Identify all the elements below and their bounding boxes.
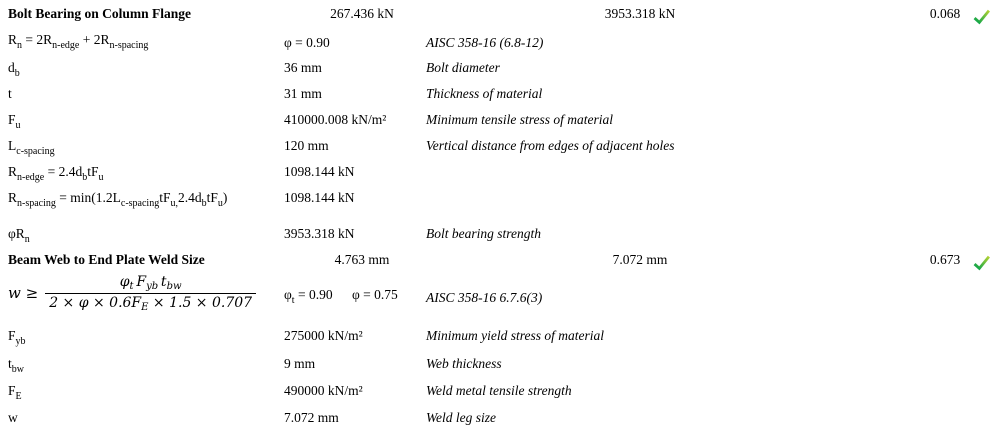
param-symbol: $F_{yb}$ [8, 328, 26, 347]
param-description: Weld metal tensile strength [426, 383, 572, 398]
param-row [0, 138, 1003, 164]
param-row [0, 356, 1003, 382]
param-symbol: $R_{n-spacing} = \min(1.2L_{c-spacing}tF_{u,}2.4d_btF_u)$ [8, 190, 228, 209]
formula-row [0, 274, 1003, 322]
ratio-value: 0.068 [929, 6, 961, 21]
param-description: Minimum tensile stress of material [426, 112, 613, 127]
formula-label: $R_n = 2R_{n-edge} + 2R_{n-spacing}$ [8, 32, 149, 51]
param-symbol: $L_{c-spacing}$ [8, 138, 55, 157]
code-reference: AISC 358-16 6.7.6(3) [426, 290, 543, 305]
param-symbol: $\varphi R_n$ [8, 226, 30, 245]
formula-denominator: $2 \times \varphi \times 0.6F_E \times 1.5 \times 0.707$ [45, 293, 256, 313]
param-description: Bolt diameter [426, 60, 500, 75]
param-description: Web thickness [426, 356, 502, 371]
formula-lhs: w ≥ [8, 283, 39, 302]
param-value: 31 mm [284, 86, 322, 101]
section-header-row [0, 6, 1003, 32]
param-value: 1098.144 kN [284, 190, 355, 205]
param-value: 1098.144 kN [284, 164, 355, 179]
param-row [0, 328, 1003, 354]
formula-fraction [45, 274, 256, 312]
param-value: 7.072 mm [284, 410, 339, 425]
param-symbol: w [8, 410, 18, 425]
param-description: Vertical distance from edges of adjacent holes [426, 138, 675, 153]
param-value: 36 mm [284, 60, 322, 75]
check-icon [973, 9, 991, 25]
param-row [0, 383, 1003, 409]
param-symbol: $F_u$ [8, 112, 21, 131]
check-icon [973, 255, 991, 271]
param-row [0, 226, 1003, 252]
param-symbol: $t_{bw}$ [8, 356, 24, 375]
param-description: Minimum yield stress of material [426, 328, 604, 343]
param-value: 3953.318 kN [284, 226, 355, 241]
param-description: Thickness of material [426, 86, 543, 101]
formula-row [0, 32, 1003, 58]
capacity-value: 7.072 mm [612, 252, 668, 267]
param-value: 120 mm [284, 138, 329, 153]
demand-value: 4.763 mm [334, 252, 390, 267]
code-reference: AISC 358-16 (6.8-12) [426, 35, 544, 50]
param-value: 275000 kN/m² [284, 328, 363, 343]
param-row [0, 190, 1003, 216]
phi-factor: φ = 0.90 [284, 35, 330, 50]
param-symbol: t [8, 86, 12, 101]
formula-label [8, 274, 256, 312]
param-value: 490000 kN/m² [284, 383, 363, 398]
param-row [0, 164, 1003, 190]
param-row [0, 410, 1003, 431]
param-value: 410000.008 kN/m² [284, 112, 387, 127]
param-row [0, 112, 1003, 138]
formula-numerator: $\varphi_t$ $F_{yb}$ $t_{bw}$ [119, 274, 182, 292]
param-symbol: $F_E$ [8, 383, 22, 402]
section-title: Bolt Bearing on Column Flange [8, 6, 192, 21]
capacity-value: 3953.318 kN [604, 6, 676, 21]
param-row [0, 86, 1003, 112]
param-description: Bolt bearing strength [426, 226, 541, 241]
section-title: Beam Web to End Plate Weld Size [8, 252, 205, 267]
param-symbol: $R_{n-edge} = 2.4d_btF_u$ [8, 164, 104, 183]
param-row [0, 60, 1003, 86]
ratio-value: 0.673 [929, 252, 961, 267]
param-value: 9 mm [284, 356, 316, 371]
phi-t-factor: $\varphi_t = 0.90$ [284, 287, 333, 306]
param-description: Weld leg size [426, 410, 496, 425]
demand-value: 267.436 kN [330, 6, 394, 21]
phi-factor: φ = 0.75 [352, 287, 398, 302]
param-symbol: $d_b$ [8, 60, 20, 79]
